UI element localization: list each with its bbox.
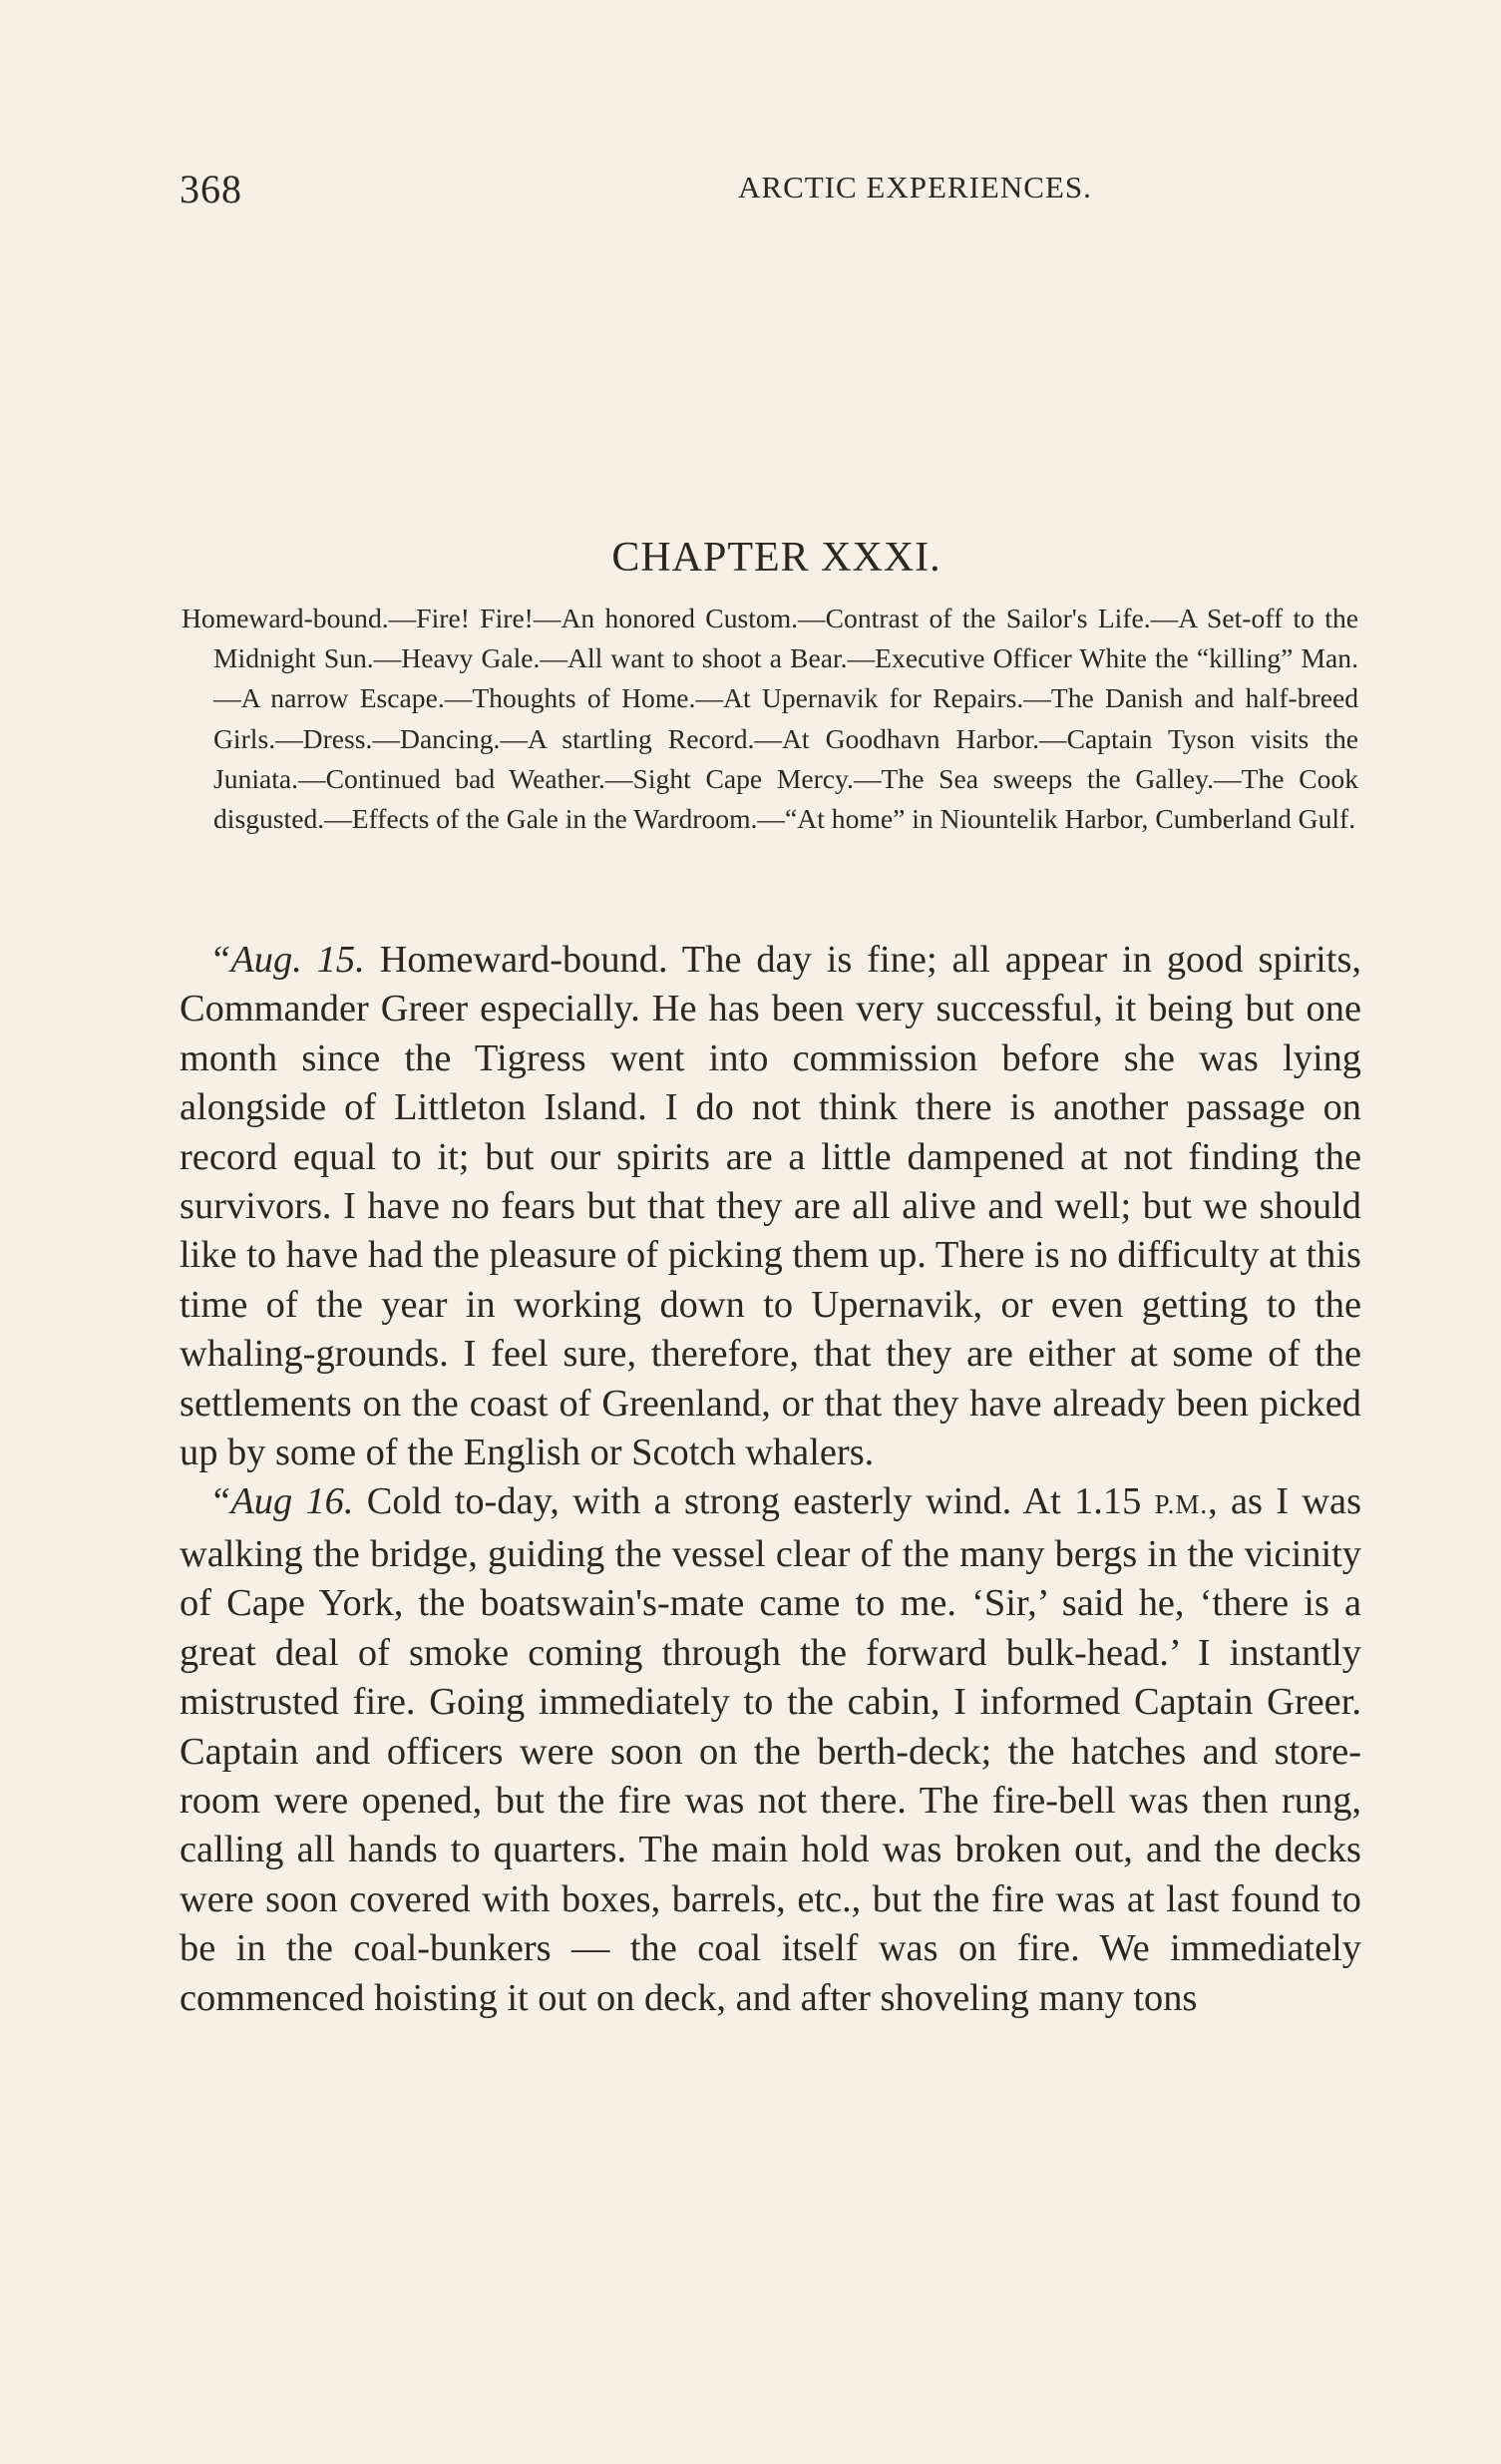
paragraph-text: , as I was walking the bridge, guiding the vessel clear of the many bergs in the vicinity of Cape York, the boatswain's-mate came to me. ‘Sir,’ said he, ‘there is a great deal of smoke coming through the forward bulk-head.’ I instantly mistrusted fire. Going immediately to the cabin, I informed Captain Greer. Captain and officers were soon on the berth-deck; the hatches and store-room were opened, but the fire was not there. The fire-bell was then rung, calling all hands to quarters. The main hold was broken out, and the decks were soon covered with boxes, barrels, etc., but the fire was at last found to be in the coal-bunkers — the coal itself was on fire. We immediately commenced hoisting it out on deck, and after shoveling many tons [180,1480,1362,2019]
body-text [180,936,1361,2023]
entry-date: “Aug. 15. [209,939,365,981]
page-number: 368 [180,167,242,211]
paragraph-text: Homeward-bound. The day is fine; all appear in good spirits, Commander Greer especially. He has been very successful, it being but one month since the Tigress went into commission before she was lying alongside of Littleton Island. I do not think there is another passage on record equal to it; but our spirits are a little dampened at not finding the survivors. I have no fears but that they are all alive and well; but we should like to have had the pleasure of picking them up. There is no difficulty at this time of the year in working down to Upernavik, or even getting to the whaling-grounds. I feel sure, therefore, that they are either at some of the settlements on the coast of Greenland, or that they have already been picked up by some of the English or Scotch whalers. [180,939,1361,1474]
chapter-title: CHAPTER XXXI. [611,535,941,581]
entry-date: “Aug 16. [209,1480,354,1523]
running-head [180,166,1356,215]
paragraph-aug-15 [180,936,1361,1477]
paragraph-aug-16 [180,1477,1361,2022]
running-title: ARCTIC EXPERIENCES. [738,170,1092,205]
chapter-synopsis: Homeward-bound.—Fire! Fire!—An honored Custom.—Contrast of the Sailor's Life.—A Set-off to the Midnight Sun.—Heavy Gale.—All want to shoot a Bear.—Executive Officer White the “killing” Man.—A narrow Escape.—Thoughts of Home.—At Upernavik for Repairs.—The Danish and half-breed Girls.—Dress.—Dancing.—A startling Record.—At Goodhavn Harbor.—Captain Tyson visits the Juniata.—Continued bad Weather.—Sight Cape Mercy.—The Sea sweeps the Galley.—The Cook disgusted.—Effects of the Gale in the Wardroom.—“At home” in Niountelik Harbor, Cumberland Gulf. [182,603,1358,835]
paragraph-text: Cold to-day, with a strong easterly wind. At 1.15 [353,1480,1155,1523]
time-abbrev: P.M. [1154,1489,1209,1520]
